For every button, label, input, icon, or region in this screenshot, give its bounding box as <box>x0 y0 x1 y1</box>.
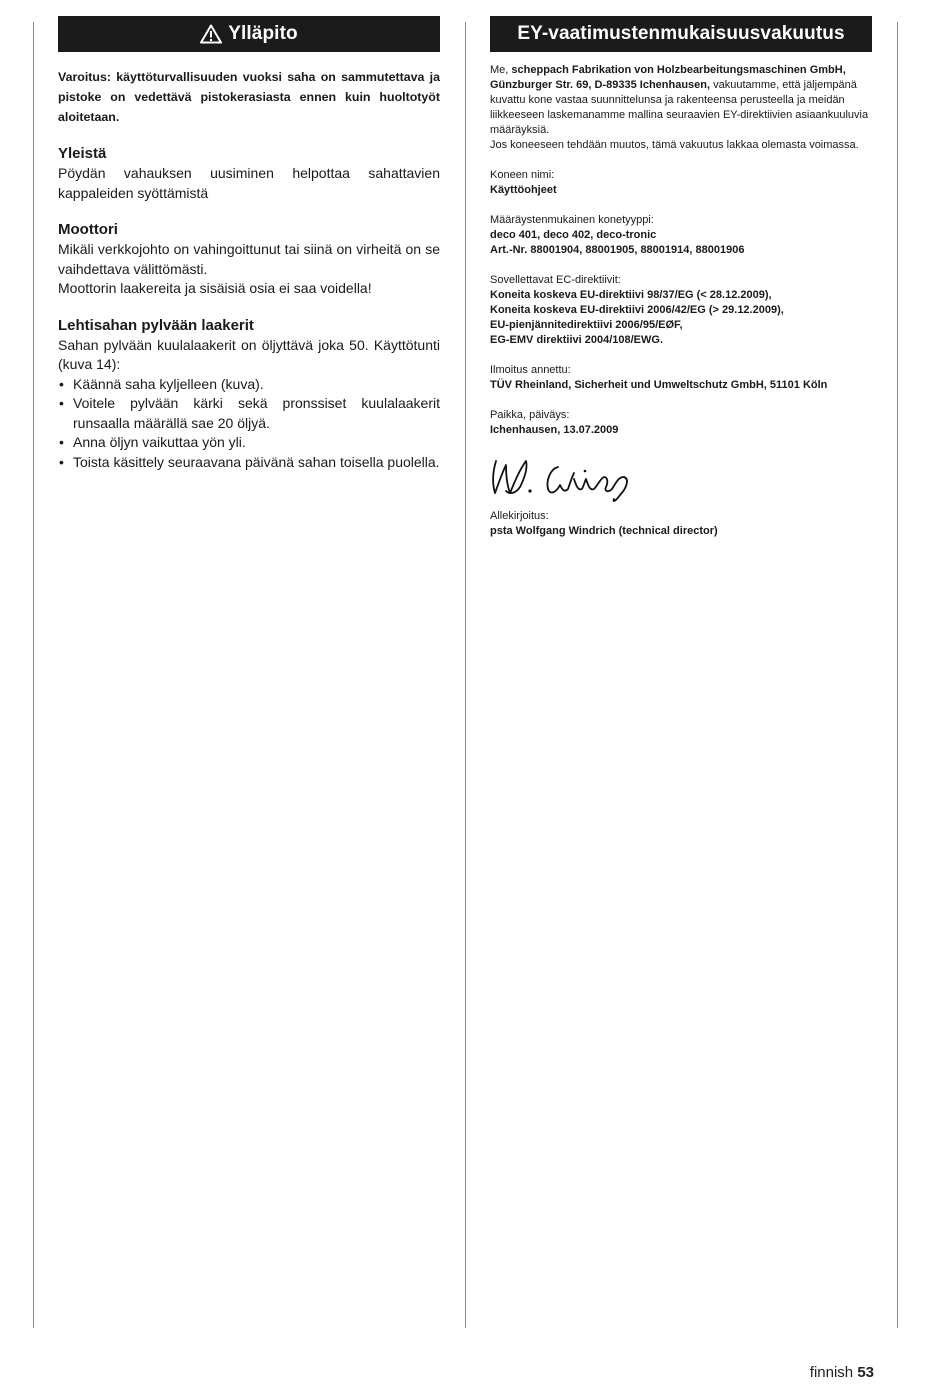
general-paragraph: Pöydän vahauksen uusiminen helpottaa sahattavien kappaleiden syöttämistä <box>58 165 440 201</box>
place-date-label: Paikka, päiväys: <box>490 409 570 421</box>
list-item: • Käännä saha kyljelleen (kuva). <box>59 375 264 392</box>
modification-note: Jos koneeseen tehdään muutos, tämä vakuutus lakkaa olemasta voimassa. <box>490 139 859 151</box>
center-divider-rule <box>465 22 466 1328</box>
maintenance-title: Ylläpito <box>228 23 298 44</box>
handwritten-signature <box>490 449 872 505</box>
directive-item: EU-pienjännitedirektiivi 2006/95/EØF, <box>490 319 683 331</box>
machine-name-label: Koneen nimi: <box>490 169 555 181</box>
section-title-general: Yleistä <box>58 145 107 162</box>
warning-triangle-icon <box>200 24 222 44</box>
machine-name-value: Käyttöohjeet <box>490 184 557 196</box>
section-title-bearings: Lehtisahan pylvään laakerit <box>58 316 254 334</box>
declaration-header <box>490 16 872 52</box>
directive-item: Koneita koskeva EU-direktiivi 98/37/EG (< 28.12.2009), <box>490 289 772 301</box>
list-item-text: Anna öljyn vaikuttaa yön yli. <box>73 434 246 450</box>
signatory-name: psta Wolfgang Windrich (technical director) <box>490 525 718 537</box>
declaration-column <box>490 16 872 539</box>
list-item-text: Käännä saha kyljelleen (kuva). <box>73 375 264 392</box>
safety-warning: Varoitus: käyttöturvallisuuden vuoksi saha on sammutettava ja pistoke on vedettävä pistokerasiasta ennen kuin huoltotyöt aloitetaan. <box>58 70 440 124</box>
machine-models: deco 401, deco 402, deco-tronic <box>490 229 657 241</box>
motor-paragraph-2: Moottorin laakereita ja sisäisiä osia ei saa voidella! <box>58 280 372 296</box>
declaration-intro <box>490 63 872 138</box>
place-date-value: Ichenhausen, 13.07.2009 <box>490 424 619 436</box>
left-border-rule <box>33 22 34 1328</box>
signature-label: Allekirjoitus: <box>490 510 549 522</box>
list-item-text: Voitele pylvään kärki sekä pronssiset kuulalaakerit runsaalla määrällä sae 20 öljyä. <box>73 395 440 431</box>
intro-prefix: Me, <box>490 64 512 76</box>
bearings-steps-list <box>58 375 440 473</box>
declaration-title: EY-vaatimustenmukaisuusvakuutus <box>517 23 845 44</box>
maintenance-column <box>58 16 440 472</box>
maintenance-header <box>58 16 440 52</box>
directive-item: EG-EMV direktiivi 2004/108/EWG. <box>490 334 664 346</box>
machine-type-label: Määräystenmukainen konetyyppi: <box>490 214 654 226</box>
right-border-rule <box>897 22 898 1328</box>
footer-language: finnish <box>809 1364 854 1381</box>
motor-paragraph-1: Mikäli verkkojohto on vahingoittunut tai siinä on virheitä on se vaihdettava välittömästi. <box>58 241 440 277</box>
page-number: 53 <box>857 1364 874 1381</box>
intro-statement: vakuutamme, että jäljempänä kuvattu kone vastaa suunnittelunsa ja rakenteensa perusteella ja meidän liikkeeseen laskemanamme mallina seuraavien EY-direktiivien asiaankuuluvia määräyksiä. <box>490 79 869 136</box>
company-address: scheppach Fabrikation von Holzbearbeitungsmaschinen GmbH, Günzburger Str. 69, D-89335 Ichenhausen, <box>490 64 846 91</box>
list-item: • Voitele pylvään kärki sekä pronssiset kuulalaakerit runsaalla määrällä sae 20 öljyä. <box>59 395 440 431</box>
notified-body-value: TÜV Rheinland, Sicherheit und Umweltschutz GmbH, 51101 Köln <box>490 379 828 391</box>
directive-item: Koneita koskeva EU-direktiivi 2006/42/EG (> 29.12.2009), <box>490 304 784 316</box>
directives-label: Sovellettavat EC-direktiivit: <box>490 274 621 286</box>
section-title-motor: Moottori <box>58 221 118 238</box>
page-footer <box>810 1364 874 1381</box>
list-item: • Anna öljyn vaikuttaa yön yli. <box>59 434 246 450</box>
machine-article-numbers: Art.-Nr. 88001904, 88001905, 88001914, 88001906 <box>490 244 745 256</box>
notified-body-label: Ilmoitus annettu: <box>490 364 571 376</box>
list-item: • Toista käsittely seuraavana päivänä sahan toisella puolella. <box>59 453 440 470</box>
bearings-paragraph: Sahan pylvään kuulalaakerit on öljyttävä joka 50. Käyttötunti (kuva 14): <box>58 336 440 372</box>
list-item-text: Toista käsittely seuraavana päivänä sahan toisella puolella. <box>73 453 440 470</box>
